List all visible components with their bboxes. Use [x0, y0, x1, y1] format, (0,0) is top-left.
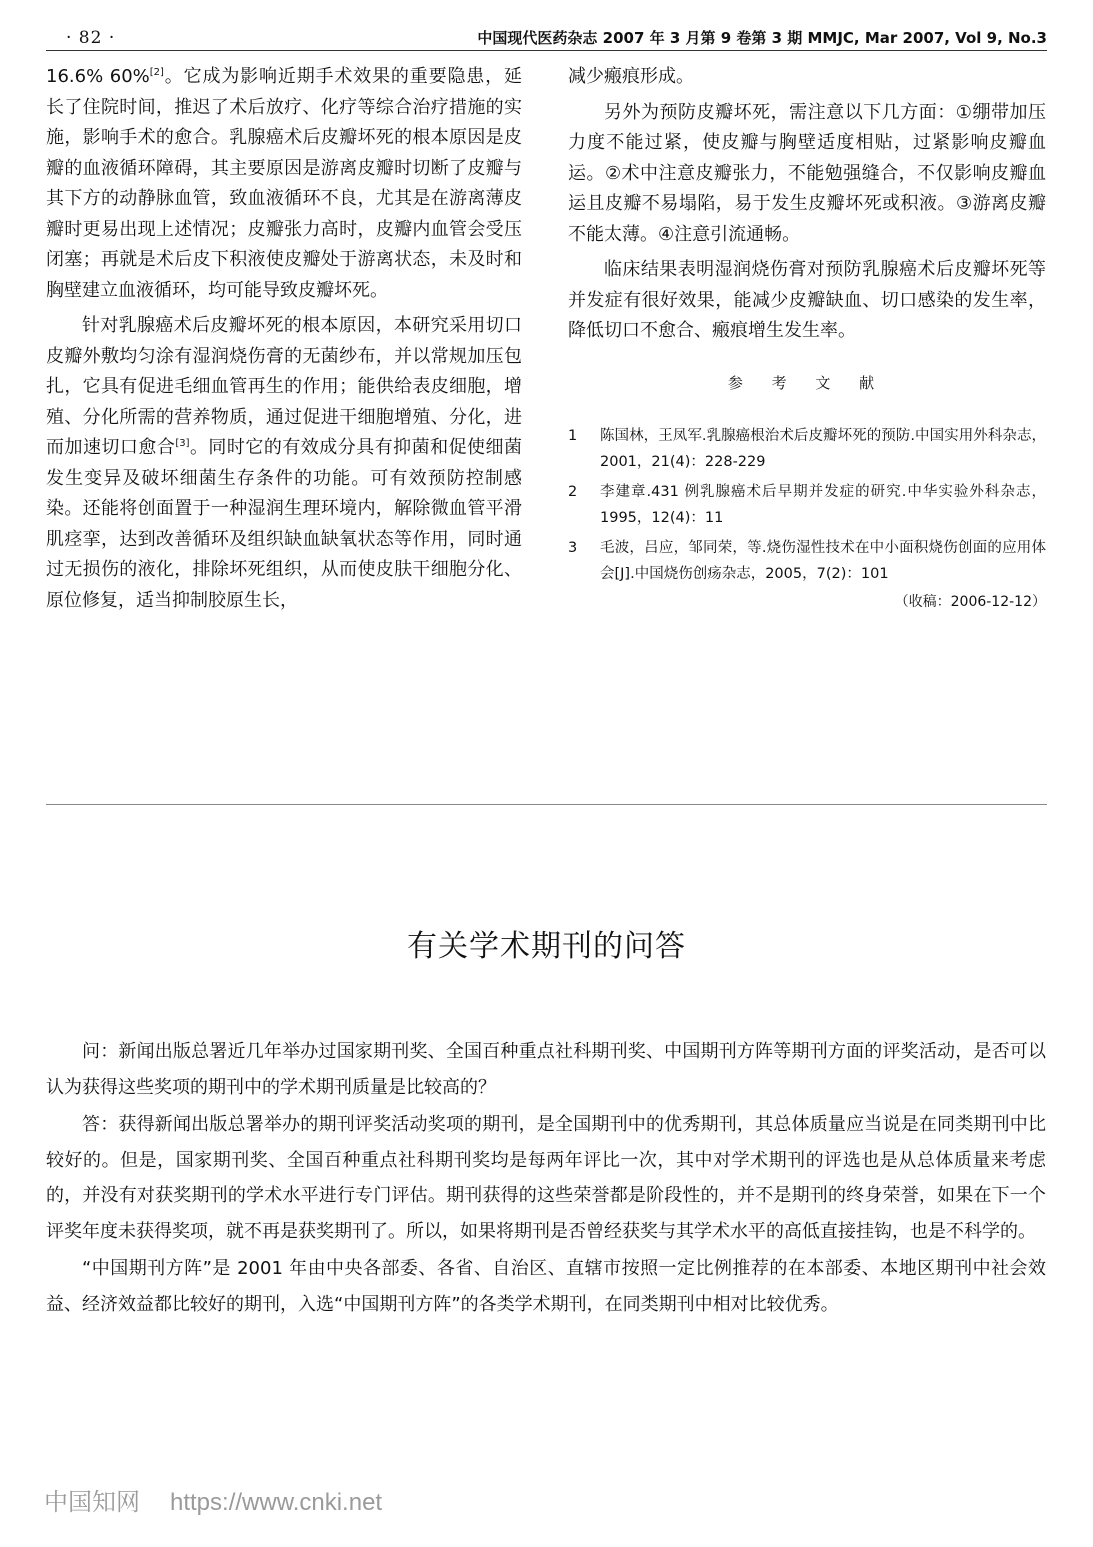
article-title: 有关学术期刊的问答: [407, 929, 686, 964]
qa-body: [46, 1034, 1046, 1324]
watermark-url: https://www.cnki.net: [170, 1489, 383, 1516]
qa-paragraph: 答：获得新闻出版总署举办的期刊评奖活动奖项的期刊，是全国期刊中的优秀期刊，其总体质量应当说是在同类期刊中比较好的。但是，国家期刊奖、全国百种重点社科期刊奖均是每两年评比一次，其中对学术期刊的评选也是从总体质量来考虑的，并没有对获奖期刊的学术水平进行专门评估。期刊获得的这些荣誉都是阶段性的，并不是期刊的终身荣誉，如果在下一个评奖年度未获得奖项，就不再是获奖期刊了。所以，如果将期刊是否曾经获奖与其学术水平的高低直接挂钩，也是不科学的。: [46, 1114, 1046, 1242]
right-column: [568, 62, 1046, 613]
received-date: （收稿：2006-12-12）: [894, 593, 1046, 610]
reference-number: 1: [568, 427, 578, 444]
reference-number: 3: [568, 539, 578, 556]
body-paragraph: [46, 311, 522, 616]
citation-ref: [2]: [149, 67, 164, 78]
body-paragraph: [46, 62, 522, 306]
text-run: 。同时它的有效成分具有抑菌和促使细菌发生变异及破坏细菌生存条件的功能。可有效预防控制感染。还能将创面置于一种湿润生理环境内，解除微血管平滑肌痉挛，达到改善循环及组织缺血缺氧状态等作用，同时通过无损伤的液化，排除坏死组织，从而使皮肤干细胞分化、原位修复，适当抑制胶原生长，: [46, 437, 522, 611]
body-paragraph: 临床结果表明湿润烧伤膏对预防乳腺癌术后皮瓣坏死等并发症有很好效果，能减少皮瓣缺血、切口感染的发生率，降低切口不愈合、瘢痕增生发生率。: [568, 259, 1046, 341]
references-title: 参 考 文 献: [727, 373, 887, 392]
watermark-site-name: 中国知网: [44, 1488, 140, 1516]
text-run: 针对乳腺癌术后皮瓣坏死的根本原因，本研究采用切口皮瓣外敷均匀涂有湿润烧伤膏的无菌纱布，并以常规加压包扎，它具有促进毛细血管再生的作用；能供给表皮细胞，增殖、分化所需的营养物质，通过促进干细胞增殖、分化，进而加速切口愈合: [46, 315, 522, 458]
text-run: 。它成为影响近期手术效果的重要隐患，延长了住院时间，推迟了术后放疗、化疗等综合治疗措施的实施，影响手术的愈合。乳腺癌术后皮瓣坏死的根本原因是皮瓣的血液循环障碍，其主要原因是游离皮瓣时切断了皮瓣与其下方的动静脉血管，致血液循环不良，尤其是在游离薄皮瓣时更易出现上述情况；皮瓣张力高时，皮瓣内血管会受压闭塞；再就是术后皮下积液使皮瓣处于游离状态，未及时和胸壁建立血液循环，均可能导致皮瓣坏死。: [46, 66, 522, 301]
citation-ref: [3]: [175, 438, 190, 449]
reference-text: 毛波，吕应，邹同荣，等.烧伤湿性技术在中小面积烧伤创面的应用体会[J].中国烧伤创疡杂志，2005，7(2)：101: [600, 539, 1046, 582]
qa-paragraph: 问：新闻出版总署近几年举办过国家期刊奖、全国百种重点社科期刊奖、中国期刊方阵等期刊方面的评奖活动，是否可以认为获得这些奖项的期刊中的学术期刊质量是比较高的？: [46, 1041, 1046, 1098]
journal-header: 中国现代医药杂志 2007 年 3 月第 9 卷第 3 期 MMJC, Mar 2007, Vol 9, No.3: [477, 29, 1047, 47]
body-paragraph: 减少瘢痕形成。: [568, 66, 694, 87]
reference-item: [568, 535, 1046, 587]
qa-paragraph: “中国期刊方阵”是 2001 年由中央各部委、各省、自治区、直辖市按照一定比例推荐的在本部委、本地区期刊中社会效益、经济效益都比较好的期刊，入选“中国期刊方阵”的各类学术期刊，在同类期刊中相对比较优秀。: [46, 1258, 1046, 1315]
reference-text: 陈国林，王凤军.乳腺癌根治术后皮瓣坏死的预防.中国实用外科杂志，2001，21(4)：228-229: [600, 427, 1046, 470]
header-rule: [46, 50, 1047, 51]
page-number: · 82 ·: [66, 28, 116, 48]
text-run: 16.6% 60%: [46, 66, 150, 87]
watermark: [44, 1482, 382, 1517]
section-divider: [46, 804, 1047, 805]
reference-text: 李建章.431 例乳腺癌术后早期并发症的研究.中华实验外科杂志，1995，12(4)：11: [600, 483, 1046, 526]
body-paragraph: 另外为预防皮瓣坏死，需注意以下几方面：①绷带加压力度不能过紧，使皮瓣与胸壁适度相贴，过紧影响皮瓣血运。②术中注意皮瓣张力，不能勉强缝合，不仅影响皮瓣血运且皮瓣不易塌陷，易于发生皮瓣坏死或积液。③游离皮瓣不能太薄。④注意引流通畅。: [568, 101, 1046, 245]
left-column: [46, 62, 522, 616]
reference-number: 2: [568, 483, 578, 500]
reference-item: [568, 479, 1046, 531]
reference-item: [568, 423, 1046, 475]
